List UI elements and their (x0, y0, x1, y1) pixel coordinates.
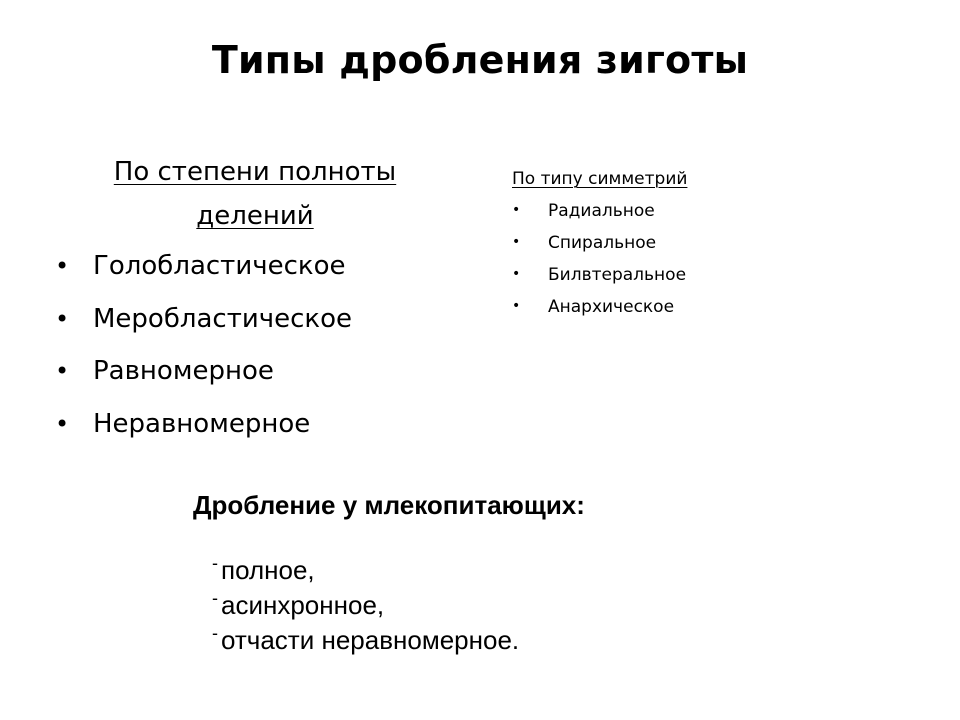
list-item (512, 262, 832, 294)
list-item (55, 351, 455, 404)
bullet-icon: • (55, 357, 70, 385)
mammal-cleavage-list (212, 546, 520, 655)
list-item (55, 299, 455, 352)
list-item-label: асинхронное, (221, 590, 385, 620)
list-item-label: отчасти неравномерное. (221, 625, 520, 655)
list-item-label: Анархическое (548, 297, 675, 317)
list-item-label: Радиальное (548, 201, 655, 221)
list-item-label: Билвтеральное (548, 265, 687, 285)
list-item (212, 581, 519, 620)
list-item (512, 294, 832, 326)
list-item-label: Меробластическое (93, 303, 353, 334)
completeness-section (55, 150, 455, 456)
list-item-label: Голобластическое (93, 251, 346, 281)
bullet-icon: • (55, 304, 70, 333)
slide-title: Типы дробления зиготы (211, 38, 749, 82)
list-item (512, 198, 832, 230)
symmetry-list (512, 198, 832, 326)
dash-icon: - (212, 623, 218, 643)
completeness-list (55, 246, 455, 456)
bullet-icon: • (512, 266, 521, 282)
bullet-icon: • (55, 409, 70, 438)
list-item-label: Спиральное (548, 233, 657, 253)
list-item (212, 616, 520, 655)
list-item-label: полное, (221, 555, 315, 585)
symmetry-section (512, 166, 832, 326)
symmetry-heading: По типу симметрий (512, 169, 688, 189)
list-item-label: Равномерное (93, 356, 274, 386)
mammal-cleavage-heading: Дробление у млекопитающих: (193, 490, 585, 520)
list-item (212, 546, 519, 585)
dash-icon: - (212, 588, 218, 608)
bullet-icon: • (512, 298, 521, 314)
list-item (55, 404, 455, 457)
completeness-heading: По степени полноты делений (113, 157, 397, 231)
list-item-label: Неравномерное (93, 408, 311, 439)
dash-icon: - (212, 553, 218, 573)
bullet-icon: • (512, 202, 521, 218)
list-item (55, 246, 455, 299)
bullet-icon: • (55, 252, 70, 280)
bullet-icon: • (512, 234, 521, 250)
list-item (512, 230, 832, 262)
